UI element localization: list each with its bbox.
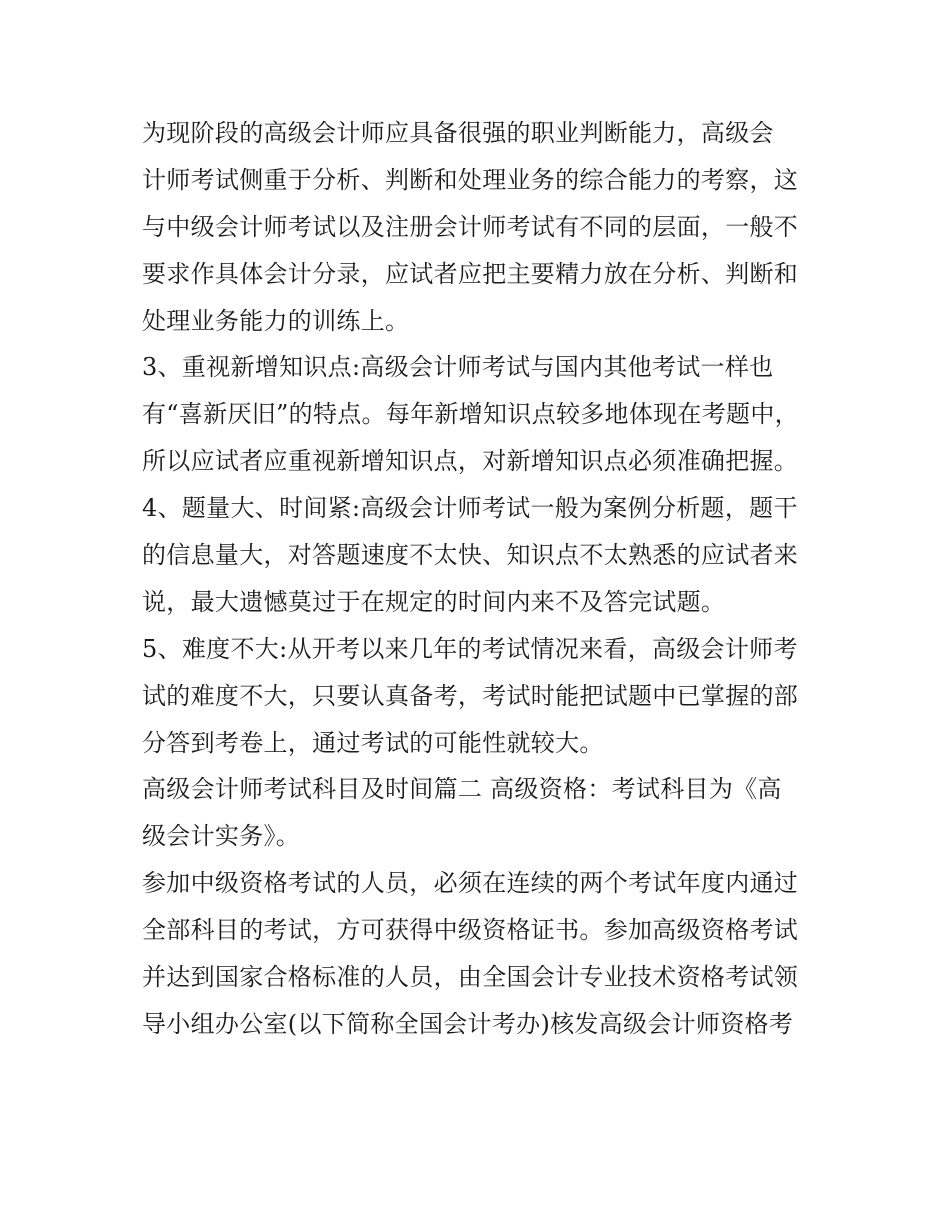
text-line: 高级会计师考试科目及时间篇二 高级资格：考试科目为《高	[142, 775, 782, 804]
text-line: 说，最大遗憾莫过于在规定的时间内来不及答完试题。	[142, 587, 726, 616]
text-line: 全部科目的考试，方可获得中级资格证书。参加高级资格考试	[142, 916, 799, 945]
text-line: 导小组办公室(以下简称全国会计考办)核发高级会计师资格考	[142, 1009, 794, 1038]
text-line: 为现阶段的高级会计师应具备很强的职业判断能力，高级会	[142, 119, 774, 147]
text-line: 计师考试侧重于分析、判断和处理业务的综合能力的考察，这	[142, 165, 799, 194]
text-line: 3、重视新增知识点:高级会计师考试与国内其他考试一样也	[142, 353, 774, 382]
text-line: 分答到考卷上，通过考试的可能性就较大。	[142, 728, 604, 757]
text-line: 参加中级资格考试的人员，必须在连续的两个考试年度内通过	[142, 869, 799, 898]
text-line: 试的难度不大，只要认真备考，考试时能把试题中已掌握的部	[142, 681, 799, 710]
text-line: 处理业务能力的训练上。	[142, 306, 410, 335]
document-body	[142, 110, 822, 1048]
text-line: 要求作具体会计分录，应试者应把主要精力放在分析、判断和	[142, 259, 799, 288]
text-line: 级会计实务》。	[142, 822, 301, 851]
text-line: 有“喜新厌旧”的特点。每年新增知识点较多地体现在考题中，	[142, 400, 799, 429]
text-line: 4、题量大、时间紧:高级会计师考试一般为案例分析题，题干	[142, 494, 798, 523]
text-line: 与中级会计师考试以及注册会计师考试有不同的层面，一般不	[142, 212, 799, 241]
text-line: 的信息量大，对答题速度不太快、知识点不太熟悉的应试者来	[142, 541, 799, 570]
text-line: 5、难度不大:从开考以来几年的考试情况来看，高级会计师考	[142, 634, 798, 663]
text-line: 并达到国家合格标准的人员，由全国会计专业技术资格考试领	[142, 963, 799, 992]
text-line: 所以应试者应重视新增知识点，对新增知识点必须准确把握。	[142, 447, 799, 476]
